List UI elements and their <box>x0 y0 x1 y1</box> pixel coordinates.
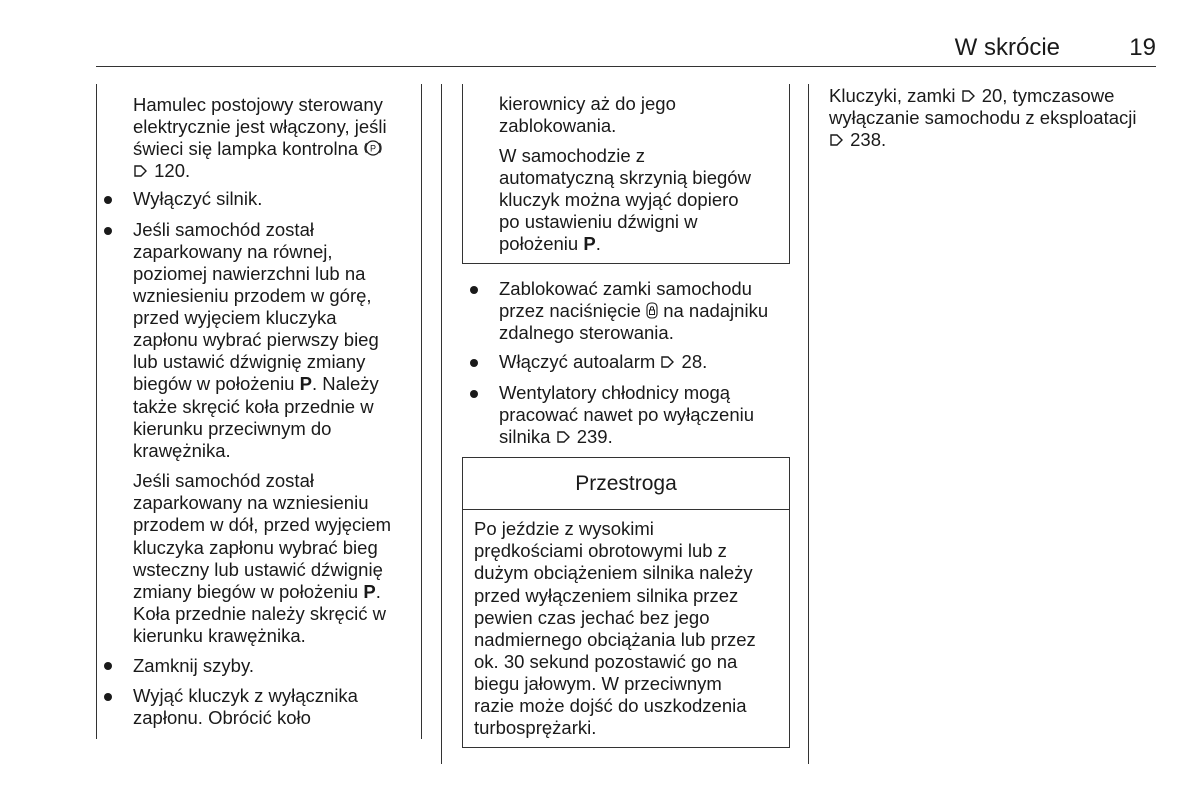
header-rule <box>96 66 1156 67</box>
note-line: kluczyk można wyjąć dopiero <box>499 189 739 210</box>
page-reference: 28. <box>681 351 708 372</box>
list-item-text: . Należy <box>311 373 379 394</box>
caution-line: razie może dojść do uszkodzenia <box>474 695 747 716</box>
page-reference: 239. <box>576 426 613 447</box>
cross-reference-text: 20, tymczasowe <box>981 85 1115 106</box>
paragraph-line <box>133 581 381 603</box>
list-item-line: także skręcić koła przednie w <box>133 396 374 417</box>
list-item-text: biegów w położeniu <box>133 373 295 394</box>
running-header-title: W skrócie <box>954 34 1060 61</box>
page-reference: 120. <box>154 160 191 181</box>
bullet-icon <box>104 196 112 204</box>
svg-text:P: P <box>370 143 377 154</box>
paragraph-text: . <box>375 581 381 602</box>
list-item-text: na nadajniku <box>663 300 769 321</box>
list-item-line: zaparkowany na równej, <box>133 241 333 262</box>
note-line: zablokowania. <box>499 115 617 136</box>
arrow-reference-icon <box>829 132 845 148</box>
list-item-text: Włączyć autoalarm <box>499 351 656 372</box>
column-1-left-rule <box>96 84 97 739</box>
caution-line: prędkościami obrotowymi lub z <box>474 540 727 561</box>
list-item-line: zapłonu. Obrócić koło <box>133 707 311 728</box>
caution-line: nadmiernego obciążania lub przez <box>474 629 756 650</box>
list-item-line <box>499 351 707 373</box>
cross-reference-line: wyłączanie samochodu z eksploatacji <box>829 107 1137 128</box>
list-item-line: krawężnika. <box>133 440 231 461</box>
gear-position-p: P <box>363 581 376 602</box>
caution-line: przed wyłączeniem silnika przez <box>474 585 739 606</box>
column-1-right-rule <box>421 84 422 739</box>
list-item-line: zdalnego sterowania. <box>499 322 674 343</box>
note-line: automatyczną skrzynią biegów <box>499 167 751 188</box>
circled-p-icon <box>363 139 383 157</box>
caution-line: ok. 30 sekund pozostawić go na <box>474 651 738 672</box>
paragraph-line: kluczyka zapłonu wybrać bieg <box>133 537 378 558</box>
bullet-icon <box>104 662 112 670</box>
paragraph-line: Jeśli samochód został <box>133 470 314 491</box>
list-item-line: zapłonu wybrać pierwszy bieg <box>133 329 379 350</box>
arrow-reference-icon <box>133 163 149 179</box>
list-item-line: kierunku przeciwnym do <box>133 418 332 439</box>
column-2-right-rule <box>808 84 809 764</box>
paragraph-line <box>133 138 383 160</box>
note-line <box>499 233 601 255</box>
paragraph-line: wsteczny lub ustawić dźwignię <box>133 559 383 580</box>
list-item-line <box>499 426 613 448</box>
paragraph-line <box>133 160 190 182</box>
caution-line: pewien czas jechać bez jego <box>474 607 710 628</box>
list-item-line: Wyjąć kluczyk z wyłącznika <box>133 685 358 706</box>
lock-button-icon <box>646 302 658 319</box>
caution-line: dużym obciążeniem silnika należy <box>474 562 753 583</box>
arrow-reference-icon <box>961 88 977 104</box>
arrow-reference-icon <box>556 429 572 445</box>
gear-position-p: P <box>583 233 596 254</box>
page-number: 19 <box>1129 34 1156 61</box>
list-item-line <box>499 300 768 322</box>
arrow-reference-icon <box>660 354 676 370</box>
list-item: Wyłączyć silnik. <box>133 188 263 209</box>
paragraph-text: zmiany biegów w położeniu <box>133 581 359 602</box>
note-box-right-border <box>789 84 790 264</box>
note-text: . <box>595 233 601 254</box>
paragraph-line: zaparkowany na wzniesieniu <box>133 492 369 513</box>
page-reference: 238. <box>850 129 887 150</box>
list-item-line: wzniesieniu przodem w górę, <box>133 285 372 306</box>
bullet-icon <box>470 390 478 398</box>
cross-reference-text: Kluczyki, zamki <box>829 85 956 106</box>
bullet-icon <box>470 286 478 294</box>
note-line: kierownicy aż do jego <box>499 93 676 114</box>
paragraph-line: Koła przednie należy skręcić w <box>133 603 386 624</box>
bullet-icon <box>470 359 478 367</box>
gear-position-p: P <box>299 373 312 394</box>
paragraph-text: świeci się lampka kontrolna <box>133 138 359 159</box>
note-box-bottom-border <box>462 263 790 264</box>
list-item-line: przed wyjęciem kluczyka <box>133 307 337 328</box>
paragraph-line: Hamulec postojowy sterowany <box>133 94 383 115</box>
list-item-line: Wentylatory chłodnicy mogą <box>499 382 731 403</box>
list-item: Zamknij szyby. <box>133 655 254 676</box>
list-item-text: silnika <box>499 426 551 447</box>
paragraph-line: elektrycznie jest włączony, jeśli <box>133 116 387 137</box>
bullet-icon <box>104 693 112 701</box>
list-item-line: lub ustawić dźwignię zmiany <box>133 351 366 372</box>
caution-line: biegu jałowym. W przeciwnym <box>474 673 722 694</box>
note-box-left-border <box>462 84 463 264</box>
column-2-left-rule <box>441 84 442 764</box>
caution-title: Przestroga <box>575 472 677 495</box>
note-text: położeniu <box>499 233 579 254</box>
paragraph-line: przodem w dół, przed wyjęciem <box>133 514 392 535</box>
caution-title-divider <box>462 509 790 510</box>
cross-reference-line <box>829 85 1114 107</box>
caution-line: turbosprężarki. <box>474 717 597 738</box>
paragraph-line: kierunku krawężnika. <box>133 625 306 646</box>
note-line: W samochodzie z <box>499 145 645 166</box>
list-item-line: pracować nawet po wyłączeniu <box>499 404 755 425</box>
list-item-line: Zablokować zamki samochodu <box>499 278 752 299</box>
caution-line: Po jeździe z wysokimi <box>474 518 654 539</box>
cross-reference-line <box>829 129 886 151</box>
note-line: po ustawieniu dźwigni w <box>499 211 698 232</box>
list-item-line: poziomej nawierzchni lub na <box>133 263 366 284</box>
bullet-icon <box>104 227 112 235</box>
list-item-text: przez naciśnięcie <box>499 300 641 321</box>
list-item-line: Jeśli samochód został <box>133 219 314 240</box>
list-item-line <box>133 373 379 395</box>
